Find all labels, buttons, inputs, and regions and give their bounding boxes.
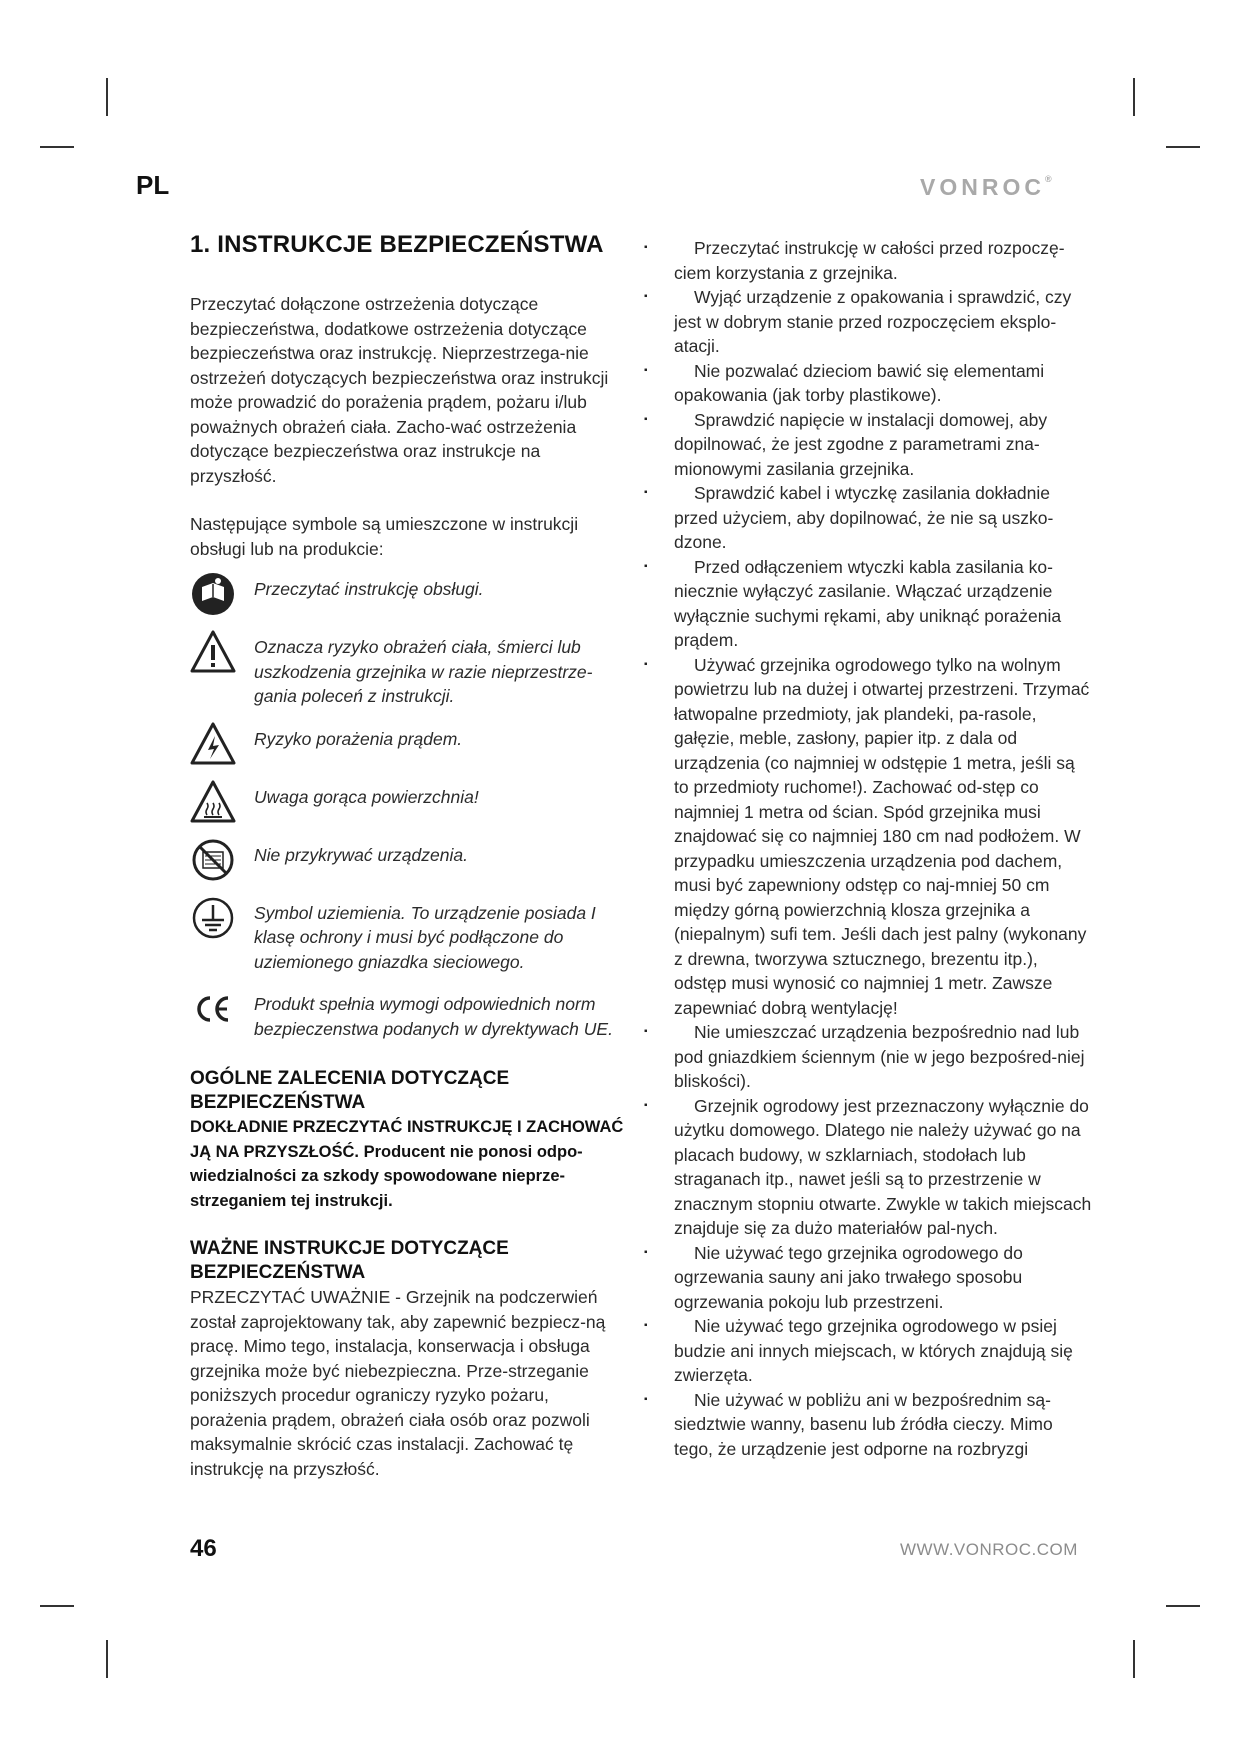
safety-bullet-list bbox=[674, 236, 1094, 1461]
list-item: ▪ Grzejnik ogrodowy jest przeznaczony wyłącznie do użytku domowego. Dlatego nie należy używać go na placach budowy, w szklarniach, stodołach lub straganach itp., nawet jeśli są to przestrzenie w znacznym stopniu otwarte. Zwykle w takich miejscach znajduje się za dużo materiałów pal-nych. bbox=[674, 1094, 1094, 1241]
symbol-text: Uwaga gorąca powierzchnia! bbox=[254, 786, 479, 807]
list-item: ▪ Nie umieszczać urządzenia bezpośrednio nad lub pod gniazdkiem ściennym (nie w jego bezpośred-niej bliskości). bbox=[674, 1020, 1094, 1094]
ce-mark-icon bbox=[190, 986, 236, 1032]
symbol-text: Przeczytać instrukcję obsługi. bbox=[254, 579, 484, 599]
important-heading: WAŻNE INSTRUKCJE DOTYCZĄCE BEZPIECZEŃSTWA bbox=[190, 1238, 509, 1283]
list-item: ▪ Nie używać tego grzejnika ogrodowego w psiej budzie ani innych miejscach, w których znajdują się zwierzęta. bbox=[674, 1314, 1094, 1388]
list-item: ▪ Sprawdzić napięcie w instalacji domowej, aby dopilnować, że jest zgodne z parametrami zna-mionowymi zasilania grzejnika. bbox=[674, 408, 1094, 482]
symbol-text: Ryzyko porażenia prądem. bbox=[254, 728, 463, 749]
symbol-item bbox=[190, 577, 630, 617]
language-code: PL bbox=[136, 170, 170, 200]
crop-mark bbox=[106, 1640, 108, 1678]
website-url: WWW.VONROC.COM bbox=[900, 1540, 1078, 1559]
crop-mark bbox=[40, 146, 74, 148]
symbol-item bbox=[190, 843, 630, 883]
symbol-item bbox=[190, 901, 630, 975]
general-text: DOKŁADNIE PRZECZYTAĆ INSTRUKCJĘ I ZACHOWAĆ JĄ NA PRZYSZŁOŚĆ. Producent nie ponosi odpo-wiedzialności za szkody spowodowane nieprze-strzeganiem tej instrukcji. bbox=[190, 1118, 624, 1210]
list-item: ▪ Nie pozwalać dzieciom bawić się elementami opakowania (jak torby plastikowe). bbox=[674, 359, 1094, 408]
symbol-item bbox=[190, 785, 630, 825]
crop-mark bbox=[1133, 78, 1135, 116]
list-item: ▪ Używać grzejnika ogrodowego tylko na wolnym powietrzu lub na dużej i otwartej przestrzeni. Trzymać łatwopalne przedmioty, jak plandeki, pa-rasole, gałęzie, meble, zasłony, papier itp. z dala od urządzenia (co najmniej w odstępie 1 metra, jeśli są to przedmioty ruchome!). Zachować od-stęp co najmniej 1 metra od ścian. Spód grzejnika musi znajdować się co najmniej 180 cm nad podłożem. W przypadku umieszczenia urządzenia pod dachem, musi być zapewniony odstęp co naj-mniej 50 cm między górną powierzchnią klosza grzejnika a (niepalnym) sufi tem. Jeśli dach jest palny (wykonany z drewna, tworzywa sztucznego, brezentu itp.), odstęp musi wynosić co najmniej 1 metr. Zawsze zapewniać dobrą wentylację! bbox=[674, 653, 1094, 1021]
ground-icon bbox=[190, 895, 236, 941]
hot-surface-icon bbox=[190, 779, 236, 825]
symbol-item bbox=[190, 727, 630, 767]
electric-shock-icon bbox=[190, 721, 236, 767]
brand-name: VONROC bbox=[920, 174, 1045, 200]
read-manual-icon bbox=[190, 571, 236, 617]
symbol-text: Symbol uziemienia. To urządzenie posiada I klasę ochrony i musi być podłączone do uziemionego gniazdka sieciowego. bbox=[254, 902, 596, 972]
warning-icon bbox=[190, 629, 236, 675]
list-item: ▪ Przed odłączeniem wtyczki kabla zasilania ko-niecznie wyłączyć zasilanie. Włączać urządzenie wyłącznie suchymi rękami, aby uniknąć porażenia prądem. bbox=[674, 555, 1094, 653]
crop-mark bbox=[1133, 1640, 1135, 1678]
symbol-item bbox=[190, 635, 630, 709]
list-item: ▪ Wyjąć urządzenie z opakowania i sprawdzić, czy jest w dobrym stanie przed rozpoczęciem eksplo-atacji. bbox=[674, 285, 1094, 359]
list-item: ▪ Przeczytać instrukcję w całości przed rozpoczę-ciem korzystania z grzejnika. bbox=[674, 236, 1094, 285]
symbol-text: Oznacza ryzyko obrażeń ciała, śmierci lub uszkodzenia grzejnika w razie nieprzestrze-gania poleceń z instrukcji. bbox=[254, 637, 593, 706]
list-item: ▪ Nie używać w pobliżu ani w bezpośrednim są-siedztwie wanny, basenu lub źródła cieczy. Mimo tego, że urządzenie jest odporne na rozbryzgi bbox=[674, 1388, 1094, 1462]
page-number: 46 bbox=[190, 1535, 217, 1562]
brand-logo bbox=[920, 174, 1052, 201]
general-heading: OGÓLNE ZALECENIA DOTYCZĄCE BEZPIECZEŃSTWA bbox=[190, 1068, 510, 1113]
symbol-text: Produkt spełnia wymogi odpowiednich norm bezpieczenstwa podanych w dyrektywach UE. bbox=[254, 994, 613, 1039]
symbols-list bbox=[190, 577, 630, 1041]
registered-mark: ® bbox=[1044, 174, 1052, 184]
intro-paragraph: Przeczytać dołączone ostrzeżenia dotyczące bezpieczeństwa, dodatkowe ostrzeżenia dotyczące bezpieczeństwa oraz instrukcję. Nieprzestrzega-nie ostrzeżeń dotyczących bezpieczeństwa oraz instrukcji może prowadzić do porażenia prądem, pożaru i/lub poważnych obrażeń ciała. Zacho-wać ostrzeżenia dotyczące bezpieczeństwa oraz instrukcje na przyszłość. bbox=[190, 294, 609, 486]
crop-mark bbox=[1166, 1605, 1200, 1607]
symbols-intro: Następujące symbole są umieszczone w instrukcji obsługi lub na produkcie: bbox=[190, 514, 579, 559]
do-not-cover-icon bbox=[190, 837, 236, 883]
important-text: PRZECZYTAĆ UWAŻNIE - Grzejnik na podczerwień został zaprojektowany tak, aby zapewnić bezpiecz-ną pracę. Mimo tego, instalacja, konserwacja i obsługa grzejnika może być niebezpieczna. Prze-strzeganie poniższych procedur ograniczy ryzyko pożaru, porażenia prądem, obrażeń ciała osób oraz pozwoli maksymalnie skrócić czas instalacji. Zachować tę instrukcję na przyszłość. bbox=[190, 1287, 606, 1479]
section-title: 1. INSTRUKCJE BEZPIECZEŃSTWA bbox=[190, 231, 604, 258]
right-column bbox=[674, 236, 1094, 1461]
crop-mark bbox=[106, 78, 108, 116]
list-item: ▪ Nie używać tego grzejnika ogrodowego do ogrzewania sauny ani jako trwałego sposobu ogrzewania pokoju lub przestrzeni. bbox=[674, 1241, 1094, 1315]
symbol-item bbox=[190, 992, 630, 1041]
crop-mark bbox=[1166, 146, 1200, 148]
symbol-text: Nie przykrywać urządzenia. bbox=[254, 844, 468, 865]
list-item: ▪ Sprawdzić kabel i wtyczkę zasilania dokładnie przed użyciem, aby dopilnować, że nie są uszko-dzone. bbox=[674, 481, 1094, 555]
left-column bbox=[190, 230, 630, 1481]
crop-mark bbox=[40, 1605, 74, 1607]
